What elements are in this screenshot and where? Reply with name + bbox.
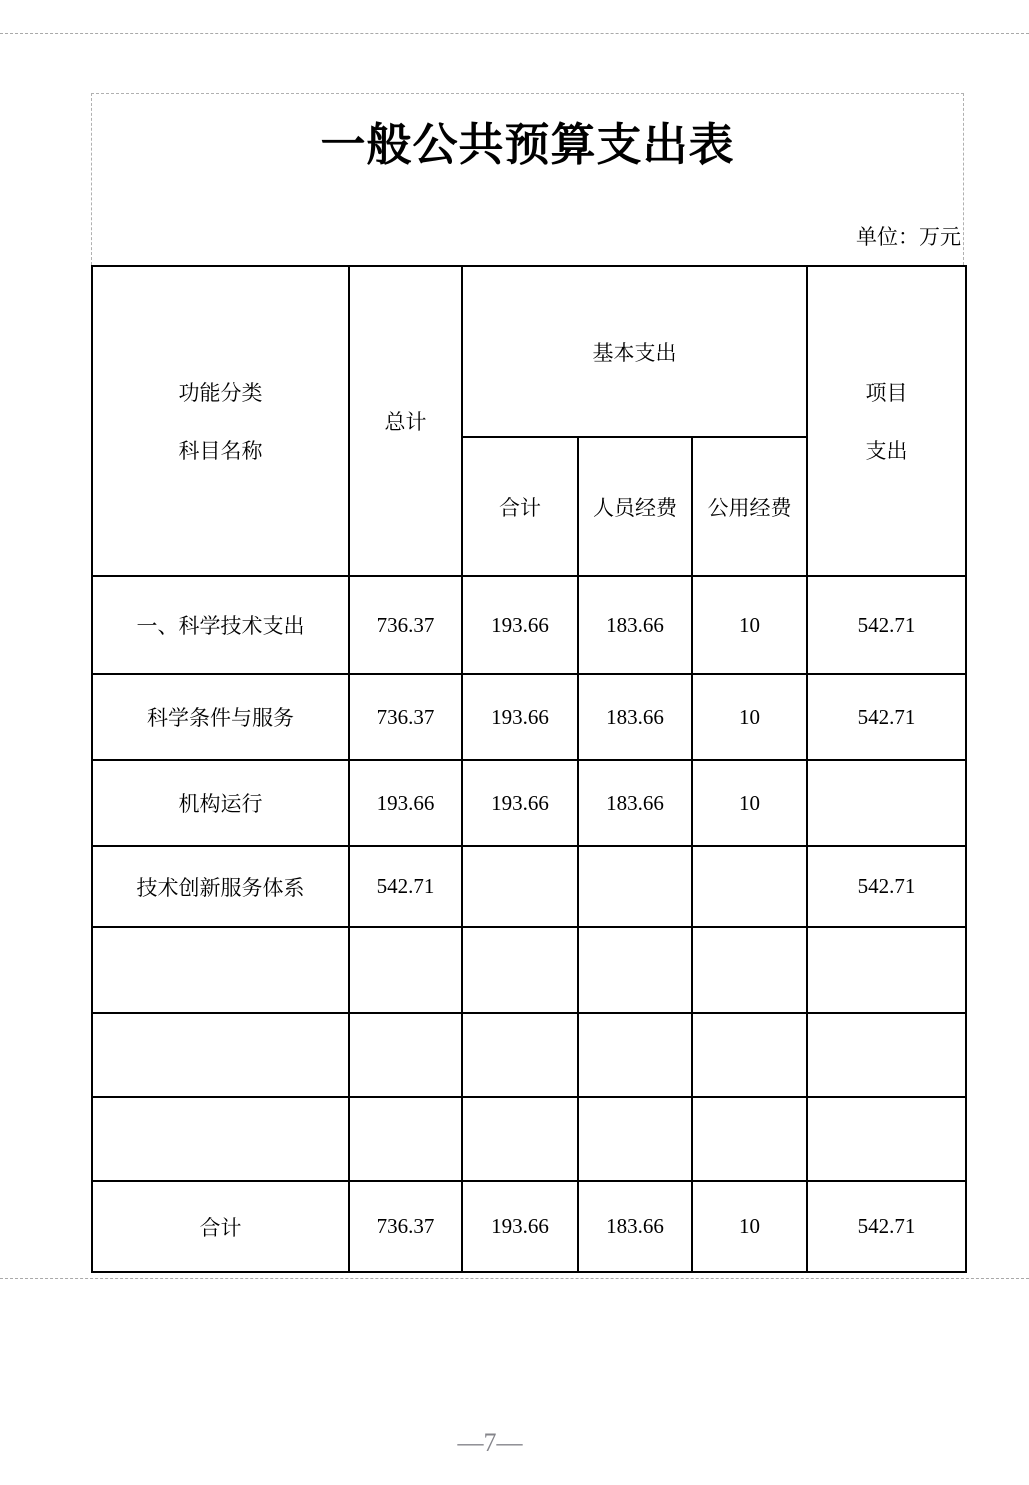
table-row (92, 760, 966, 846)
title-frame (91, 93, 964, 265)
header-public-funds: 公用经费 (692, 437, 807, 576)
cell-project (807, 927, 966, 1013)
cell-personnel: 183.66 (578, 576, 692, 674)
cell-basic-subtotal: 193.66 (462, 674, 578, 760)
budget-table (91, 265, 967, 1273)
cell-total: 542.71 (349, 846, 462, 927)
table-row (92, 576, 966, 674)
table-row (92, 674, 966, 760)
cell-function-label: 合计 (92, 1181, 349, 1272)
header-project-line1: 项目 (865, 381, 908, 405)
cell-public: 10 (692, 576, 807, 674)
cell-function-label: 一、科学技术支出 (92, 576, 349, 674)
cell-personnel (578, 846, 692, 927)
cell-function-label (92, 1097, 349, 1181)
table-row (92, 846, 966, 927)
cell-total: 736.37 (349, 1181, 462, 1272)
cell-personnel: 183.66 (578, 674, 692, 760)
cell-project (807, 760, 966, 846)
header-project-line2: 支出 (865, 439, 908, 463)
cell-total (349, 1013, 462, 1097)
cell-personnel: 183.66 (578, 1181, 692, 1272)
cell-personnel (578, 1013, 692, 1097)
cell-public: 10 (692, 674, 807, 760)
cell-basic-subtotal: 193.66 (462, 576, 578, 674)
cell-project (807, 1097, 966, 1181)
cell-public: 10 (692, 760, 807, 846)
header-grand-total: 总计 (349, 266, 462, 576)
page-number: —7— (457, 1428, 523, 1457)
table-row (92, 1013, 966, 1097)
cell-project: 542.71 (807, 674, 966, 760)
cell-public (692, 1013, 807, 1097)
header-basic-subtotal: 合计 (462, 437, 578, 576)
cell-function-label (92, 1013, 349, 1097)
table-row (92, 927, 966, 1013)
header-function-line2: 科目名称 (178, 439, 263, 463)
table-row (92, 1097, 966, 1181)
cell-function-label: 科学条件与服务 (92, 674, 349, 760)
text-boundary-top (0, 33, 1029, 34)
cell-total (349, 927, 462, 1013)
cell-total: 736.37 (349, 576, 462, 674)
cell-public: 10 (692, 1181, 807, 1272)
cell-public (692, 927, 807, 1013)
cell-public (692, 846, 807, 927)
cell-function-label: 机构运行 (92, 760, 349, 846)
cell-personnel: 183.66 (578, 760, 692, 846)
cell-project: 542.71 (807, 846, 966, 927)
cell-public (692, 1097, 807, 1181)
page-title: 一般公共预算支出表 (320, 120, 735, 170)
text-boundary-bottom (0, 1278, 1029, 1279)
cell-function-label (92, 927, 349, 1013)
cell-total (349, 1097, 462, 1181)
table-header-row-1 (92, 266, 966, 437)
cell-function-label: 技术创新服务体系 (92, 846, 349, 927)
cell-project: 542.71 (807, 576, 966, 674)
cell-basic-subtotal: 193.66 (462, 760, 578, 846)
header-function-line1: 功能分类 (178, 381, 263, 405)
cell-total: 736.37 (349, 674, 462, 760)
header-function-category (92, 266, 349, 576)
header-project-expenditure (807, 266, 966, 576)
cell-basic-subtotal (462, 927, 578, 1013)
cell-project (807, 1013, 966, 1097)
cell-basic-subtotal (462, 846, 578, 927)
table-total-row (92, 1181, 966, 1272)
cell-total: 193.66 (349, 760, 462, 846)
cell-personnel (578, 927, 692, 1013)
cell-personnel (578, 1097, 692, 1181)
header-personnel-funds: 人员经费 (578, 437, 692, 576)
header-basic-expenditure: 基本支出 (462, 266, 807, 437)
cell-basic-subtotal (462, 1097, 578, 1181)
cell-basic-subtotal: 193.66 (462, 1181, 578, 1272)
unit-label: 单位：万元 (856, 225, 961, 249)
cell-basic-subtotal (462, 1013, 578, 1097)
cell-project: 542.71 (807, 1181, 966, 1272)
